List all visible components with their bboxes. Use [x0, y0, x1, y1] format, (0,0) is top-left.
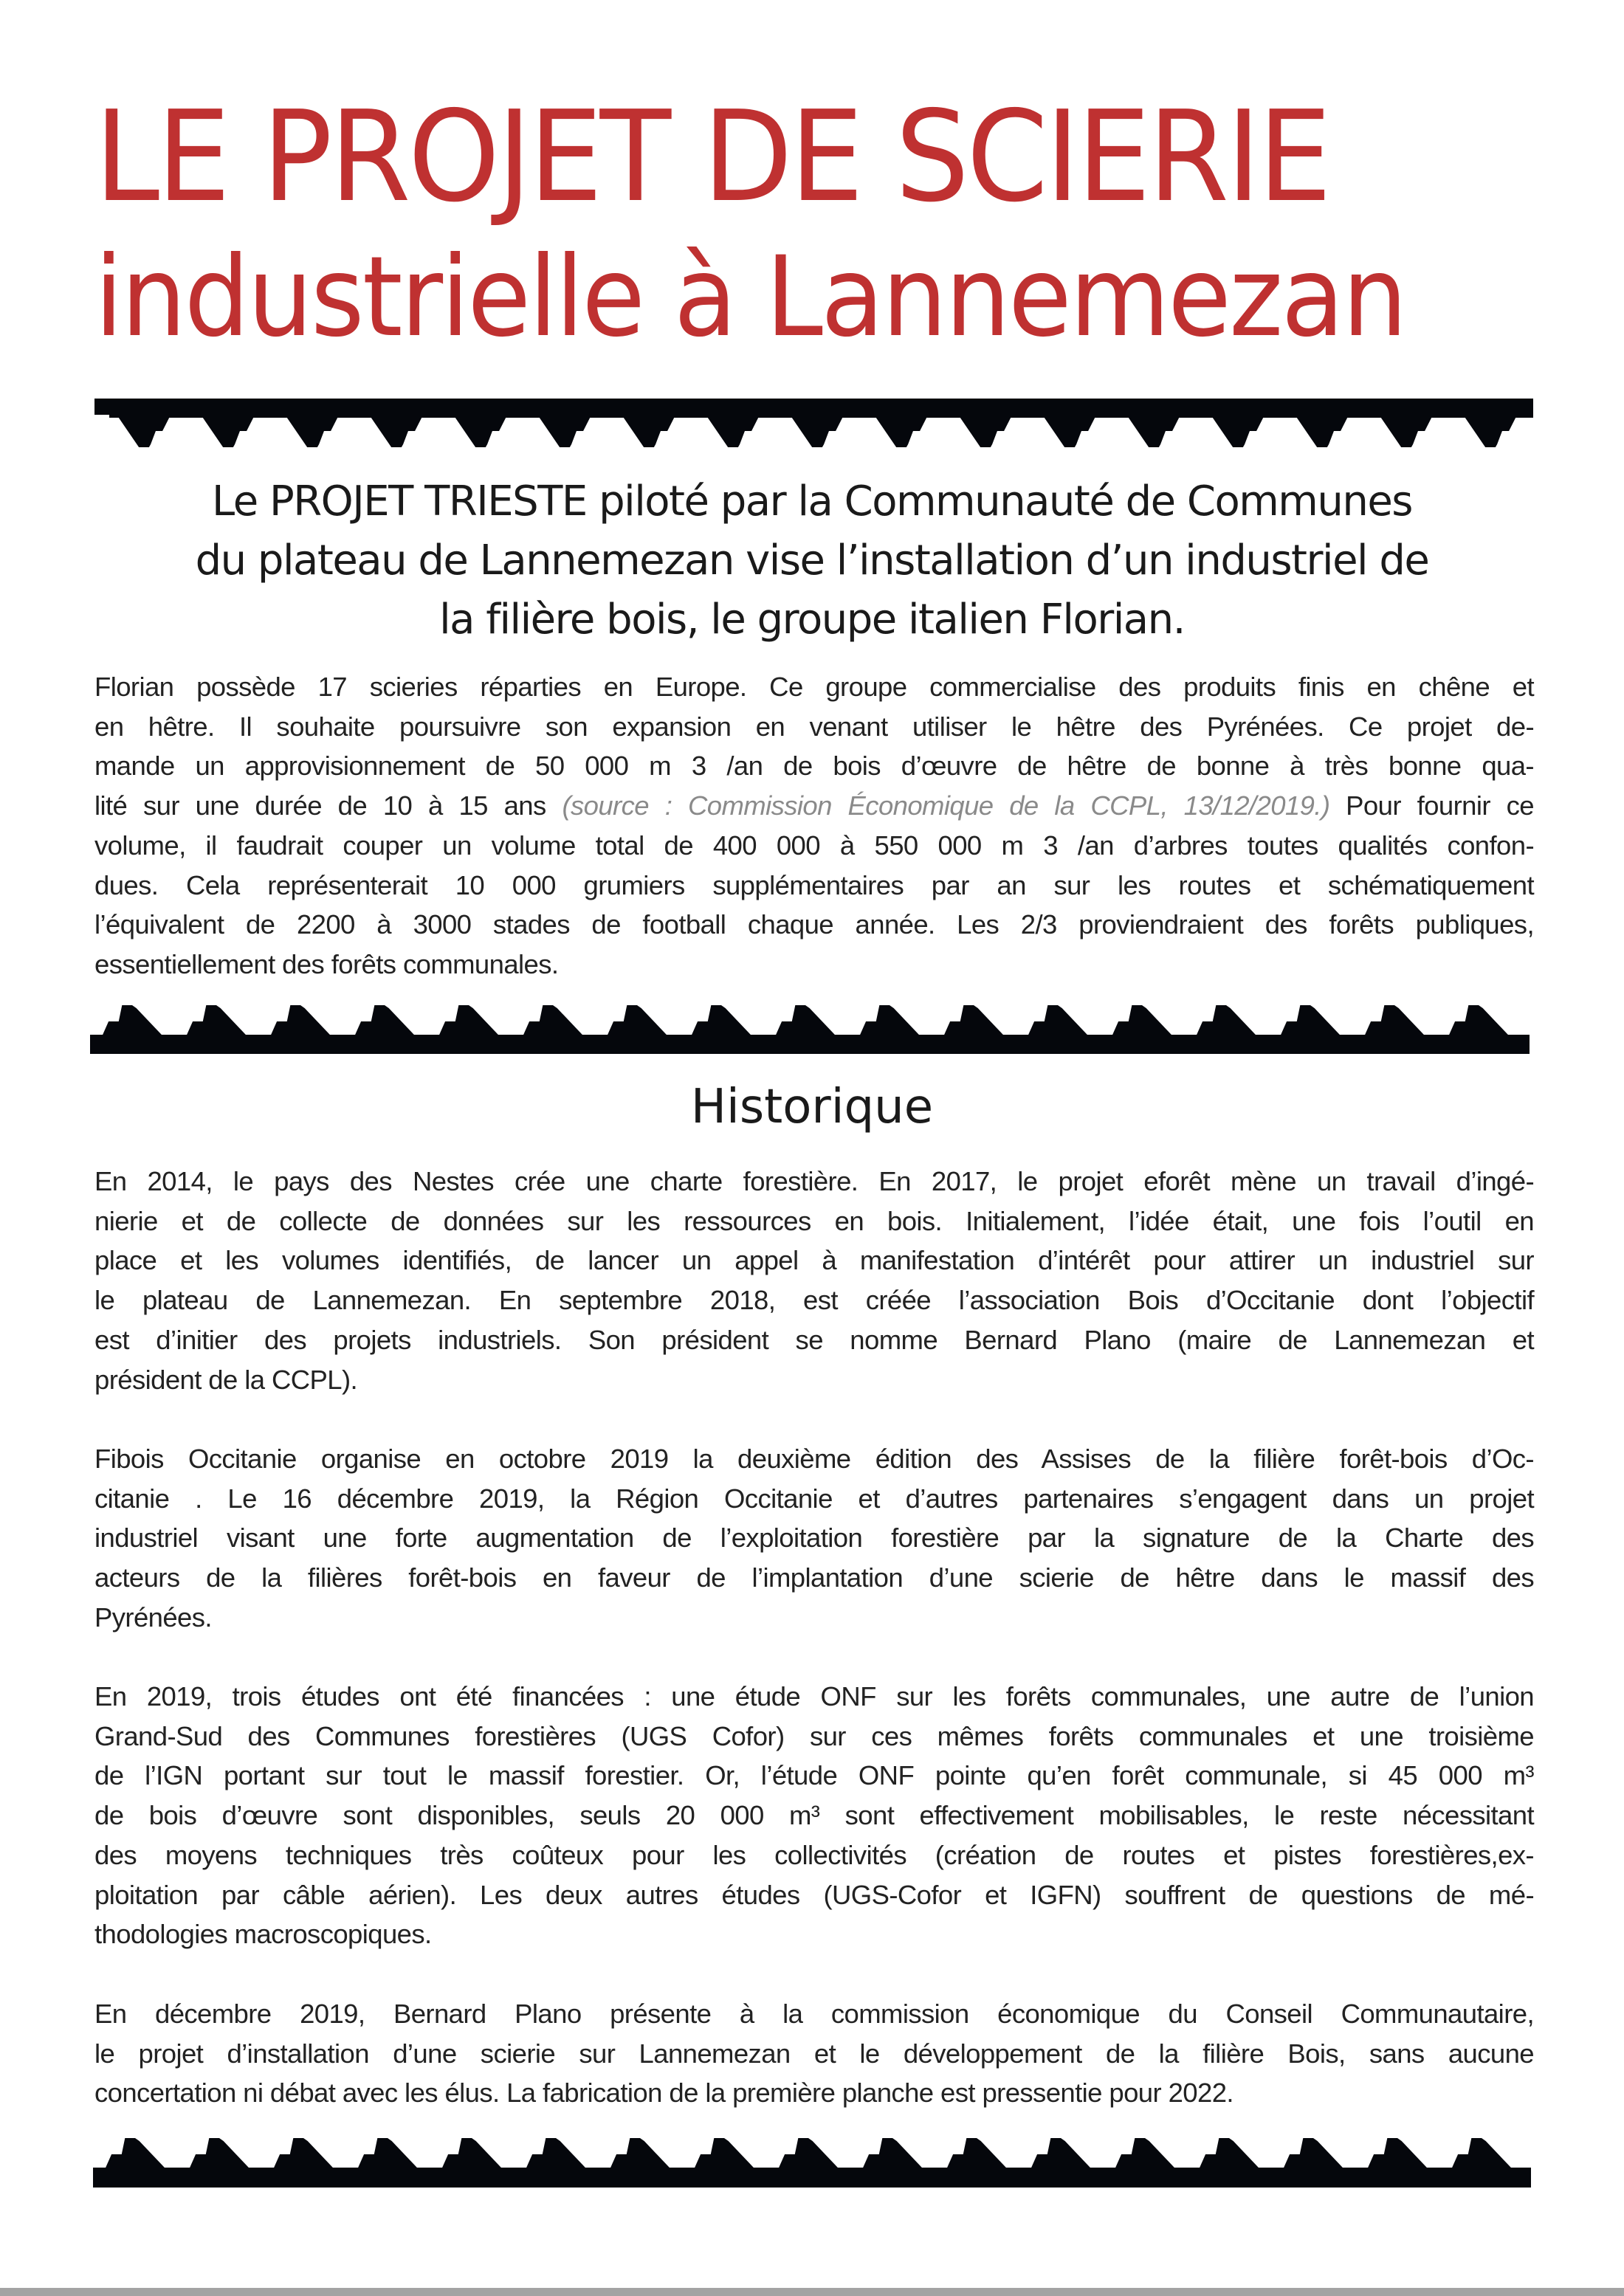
historique-paragraph-4: [94, 1994, 1534, 2113]
text-line: le plateau de Lannemezan. En septembre 2018, est créée l’association Bois d’Occitanie dont l’objectif: [94, 1285, 1534, 1316]
text-line-with-source: [94, 786, 1534, 826]
text-line: En 2014, le pays des Nestes crée une charte forestière. En 2017, le projet eforêt mène un travail d’ingé-: [94, 1166, 1534, 1196]
historique-paragraph-2: [94, 1439, 1534, 1638]
historique-paragraph-3: [94, 1677, 1534, 1954]
text-line: dues. Cela représenterait 10 000 grumiers supplémentaires par an sur les routes et schématiquement: [94, 869, 1534, 900]
text-fragment: Pour fournir ce: [1346, 790, 1535, 821]
section-heading-historique: Historique: [690, 1080, 934, 1134]
text-line: acteurs de la filières forêt-bois en faveur de l’implantation d’une scierie de hêtre dans le massif des: [94, 1562, 1534, 1593]
saw-blade-divider-top: [0, 391, 1624, 458]
text-line: est d’initier des projets industriels. Son président se nomme Bernard Plano (maire de Lannemezan et: [94, 1324, 1534, 1355]
text-line: volume, il faudrait couper un volume total de 400 000 à 550 000 m 3 /an d’arbres toutes qualités confon-: [94, 830, 1534, 861]
title-line-1: LE PROJET DE SCIERIE: [94, 84, 1329, 230]
text-line: citanie . Le 16 décembre 2019, la Région Occitanie et d’autres partenaires s’engagent dans un projet: [94, 1483, 1534, 1514]
text-line: Grand-Sud des Communes forestières (UGS Cofor) sur ces mêmes forêts communales et une troisième: [94, 1720, 1534, 1751]
source-citation: (source : Commission Économique de la CCPL, 13/12/2019.): [562, 790, 1330, 821]
text-line: industriel visant une forte augmentation de l’exploitation forestière par la signature de la Charte des: [94, 1523, 1534, 1554]
text-line: place et les volumes identifiés, de lancer un appel à manifestation d’intérêt pour attirer un industriel sur: [94, 1245, 1534, 1276]
text-line: En décembre 2019, Bernard Plano présente à la commission économique du Conseil Communautaire,: [94, 1999, 1534, 2029]
text-line: nierie et de collecte de données sur les ressources en bois. Initialement, l’idée était, une fois l’outil en: [94, 1205, 1534, 1236]
text-line: concertation ni débat avec les élus. La fabrication de la première planche est pressentie pour 2022.: [94, 2078, 1234, 2109]
text-line: en hêtre. Il souhaite poursuivre son expansion en venant utiliser le hêtre des Pyrénées. Ce projet de-: [94, 711, 1534, 742]
text-line: ploitation par câble aérien). Les deux autres études (UGS-Cofor et IGFN) souffrent de questions de mé-: [94, 1879, 1534, 1910]
lead-line: Le PROJET TRIESTE piloté par la Communauté de Communes: [212, 478, 1412, 525]
text-line: des moyens techniques très coûteux pour les collectivités (création de routes et pistes forestières,ex-: [94, 1839, 1534, 1870]
text-fragment: lité sur une durée de 10 à 15 ans: [94, 790, 546, 821]
saw-blade-divider-bottom: [0, 2133, 1624, 2199]
text-line: président de la CCPL).: [94, 1364, 358, 1395]
title-line-2: industrielle à Lannemezan: [94, 233, 1405, 362]
lead-paragraph: [89, 472, 1535, 649]
text-line: Fibois Occitanie organise en octobre 2019 la deuxième édition des Assises de la filière forêt-bois d’Oc-: [94, 1444, 1534, 1474]
text-line: le projet d’installation d’une scierie sur Lannemezan et le développement de la filière Bois, sans aucune: [94, 2038, 1534, 2069]
text-line: l’équivalent de 2200 à 3000 stades de football chaque année. Les 2/3 proviendraient des forêts publiques,: [94, 909, 1534, 940]
text-line: Pyrénées.: [94, 1602, 212, 1633]
text-line: Florian possède 17 scieries réparties en Europe. Ce groupe commercialise des produits finis en chêne et: [94, 672, 1534, 702]
text-line: thodologies macroscopiques.: [94, 1919, 432, 1950]
lead-line: la filière bois, le groupe italien Florian.: [439, 596, 1185, 644]
page-bottom-edge: [0, 2288, 1624, 2296]
saw-blade-divider-middle: [0, 996, 1624, 1063]
text-line: essentiellement des forêts communales.: [94, 948, 559, 979]
lead-line: du plateau de Lannemezan vise l’installation d’un industriel de: [195, 537, 1429, 585]
intro-paragraph: [94, 667, 1534, 985]
text-line: mande un approvisionnement de 50 000 m 3 /an de bois d’œuvre de hêtre de bonne à très bonne qua-: [94, 751, 1534, 782]
text-line: En 2019, trois études ont été financées : une étude ONF sur les forêts communales, une autre de l’union: [94, 1681, 1534, 1711]
text-line: de bois d’œuvre sont disponibles, seuls 20 000 m³ sont effectivement mobilisables, le reste nécessitant: [94, 1800, 1534, 1831]
historique-paragraph-1: [94, 1162, 1534, 1399]
text-line: de l’IGN portant sur tout le massif forestier. Or, l’étude ONF pointe qu’en forêt communale, si 45 000 m³: [94, 1760, 1534, 1791]
